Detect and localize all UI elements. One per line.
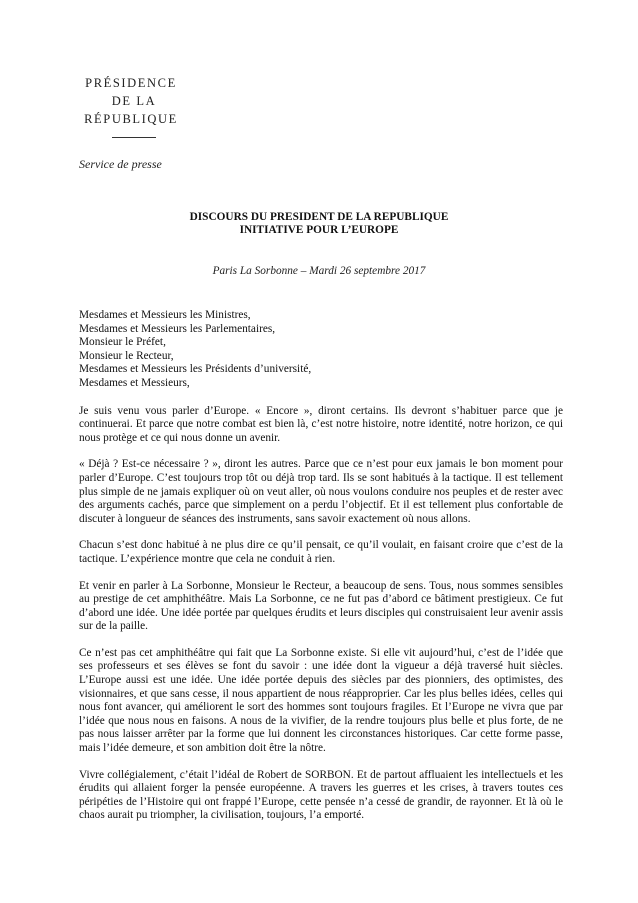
- speech-title-line-1: DISCOURS DU PRESIDENT DE LA REPUBLIQUE: [189, 211, 449, 223]
- institution-line-2: DE LA: [111, 94, 157, 108]
- salutation-line: Monsieur le Recteur,: [79, 349, 174, 362]
- paragraph: Et venir en parler à La Sorbonne, Monsieur le Recteur, a beaucoup de sens. Tous, nous sommes sensibles au prestige de cet amphithéâtre. Mais La Sorbonne, ce ne fut pas d’abord ce bâtiment prestigieux. Ce fut d’abord une idée. Une idée portée par quelques érudits et leurs disciples qui construisaient leur avenir assis sur de la paille.: [79, 579, 563, 633]
- paragraph: Ce n’est pas cet amphithéâtre qui fait que La Sorbonne existe. Si elle vit aujourd’hui, c’est de l’idée que ses professeurs et ses élèves se font du savoir : une idée dont la vigueur a déjà traversé huit siècles. L’Europe aussi est une idée. Une idée portée depuis des siècles par des pionniers, des optimistes, des visionnaires, et que sans cesse, il nous appartient de nous réapproprier. Car les plus belles idées, celles qui nous font avancer, qui améliorent le sort des hommes sont toujours fragiles. Et l’Europe ne vivra que par l’idée que nous nous en faisons. A nous de la vivifier, de la rendre toujours plus belle et plus forte, de ne pas nous laisser arrêter par la forme que lui donnent les circonstances historiques. Car cette forme passe, mais l’idée demeure, et son ambition doit être la nôtre.: [79, 646, 563, 755]
- paragraph: Je suis venu vous parler d’Europe. « Encore », diront certains. Ils devront s’habituer parce que je continuerai. Et parce que notre combat est bien là, c’est notre histoire, notre identité, notre horizon, ce qui nous protège et ce qui nous donne un avenir.: [79, 404, 563, 444]
- speech-title: [79, 211, 559, 237]
- header-divider: [112, 137, 156, 138]
- place-and-date: Paris La Sorbonne – Mardi 26 septembre 2017: [212, 265, 426, 277]
- salutations: [79, 309, 563, 391]
- salutation-line: Mesdames et Messieurs les Ministres,: [79, 309, 251, 321]
- salutation-line: Mesdames et Messieurs les Présidents d’université,: [79, 363, 312, 376]
- paragraph: « Déjà ? Est-ce nécessaire ? », diront les autres. Parce que ce n’est pour eux jamais le bon moment pour parler d’Europe. C’est toujours trop tôt ou déjà trop tard. Ils se sont habitués à la tactique. Il est tellement plus simple de ne jamais expliquer où on veut aller, où nous voulons conduire nos peuples et de rester avec des arguments cachés, parce que simplement on a perdu l’objectif. Et il est tellement plus confortable de discuter à longueur de séances des instruments, sans savoir exactement où nous allons.: [79, 458, 563, 525]
- paragraph: Chacun s’est donc habitué à ne plus dire ce qu’il pensait, ce qu’il voulait, en faisant croire que c’est de la tactique. L’expérience montre que cela ne conduit à rien.: [79, 539, 563, 565]
- paragraph: Vivre collégialement, c’était l’idéal de Robert de SORBON. Et de partout affluaient les intellectuels et les érudits qui allaient forger la pensée européenne. A travers les guerres et les crises, à travers toutes ces péripéties de l’Histoire qui ont frappé l’Europe, cette pensée n’a cessé de grandir, de rayonner. Et là où le chaos aurait pu triompher, la civilisation, toujours, l’a emporté.: [79, 768, 563, 822]
- institution-line-3: RÉPUBLIQUE: [84, 112, 178, 126]
- institution-header: [79, 74, 189, 138]
- salutation-line: Mesdames et Messieurs,: [79, 376, 190, 389]
- institution-line-1: PRÉSIDENCE: [85, 76, 177, 90]
- salutation-line: Monsieur le Préfet,: [79, 336, 166, 349]
- salutation-line: Mesdames et Messieurs les Parlementaires,: [79, 322, 276, 335]
- speech-title-line-2: INITIATIVE POUR L’EUROPE: [239, 224, 399, 236]
- speech-body: [79, 309, 563, 836]
- press-service-label: Service de presse: [79, 157, 162, 171]
